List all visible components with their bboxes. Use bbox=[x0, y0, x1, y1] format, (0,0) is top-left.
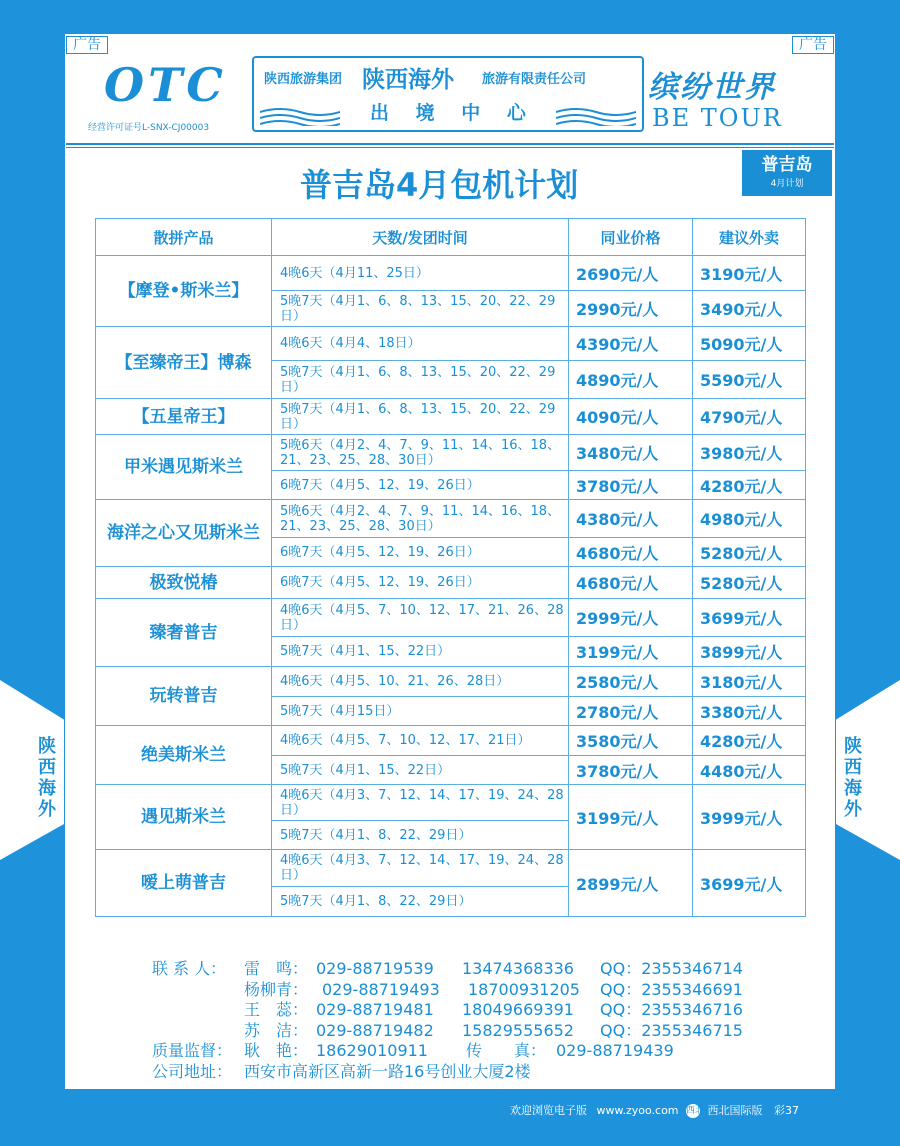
departure-days: 5晚7天（4月1、6、8、13、15、20、22、29日） bbox=[272, 361, 569, 399]
retail-price: 5090元/人 bbox=[693, 327, 806, 361]
trade-price: 4090元/人 bbox=[569, 399, 693, 435]
trade-price: 3780元/人 bbox=[569, 471, 693, 500]
departure-days: 5晚7天（4月1、6、8、13、15、20、22、29日） bbox=[272, 291, 569, 327]
side-char: 陕 bbox=[844, 736, 862, 757]
fax-label: 传 真： bbox=[466, 1041, 547, 1060]
fax-number: 029-88719439 bbox=[556, 1041, 674, 1060]
contact-mobile: 13474368336 bbox=[462, 959, 574, 978]
trade-price: 2990元/人 bbox=[569, 291, 693, 327]
trade-price: 4390元/人 bbox=[569, 327, 693, 361]
quality-tel: 18629010911 bbox=[316, 1041, 428, 1060]
table-row bbox=[96, 399, 806, 435]
contact-tel: 029-88719539 bbox=[316, 959, 434, 978]
trade-price: 4680元/人 bbox=[569, 538, 693, 567]
header-divider-thin bbox=[66, 147, 834, 148]
product-name: 嗳上萌普吉 bbox=[96, 850, 272, 917]
product-name: 遇见斯米兰 bbox=[96, 785, 272, 850]
table-row bbox=[96, 256, 806, 291]
departure-days: 5晚7天（4月1、15、22日） bbox=[272, 637, 569, 667]
table-row bbox=[96, 667, 806, 697]
side-char: 西 bbox=[38, 757, 56, 778]
retail-price: 5280元/人 bbox=[693, 538, 806, 567]
badge-main: 普吉岛 bbox=[761, 155, 813, 175]
retail-price: 3190元/人 bbox=[693, 256, 806, 291]
table-row bbox=[96, 785, 806, 821]
publisher-logo-icon: 西北 bbox=[686, 1106, 705, 1116]
side-char: 西 bbox=[844, 757, 862, 778]
departure-days: 4晚6天（4月4、18日） bbox=[272, 327, 569, 361]
table-row bbox=[96, 726, 806, 756]
ad-tag-right: 广告 bbox=[792, 36, 834, 54]
retail-price: 3699元/人 bbox=[693, 850, 806, 917]
product-name: 玩转普吉 bbox=[96, 667, 272, 726]
table-row bbox=[96, 567, 806, 599]
departure-days: 4晚6天（4月5、7、10、12、17、21日） bbox=[272, 726, 569, 756]
side-char: 外 bbox=[38, 799, 56, 820]
product-name: 海洋之心又见斯米兰 bbox=[96, 500, 272, 567]
footer-welcome: 欢迎浏览电子版 bbox=[510, 1104, 587, 1117]
page-title: 普吉岛4月包机计划 bbox=[300, 166, 579, 204]
contact-mobile: 15829555652 bbox=[462, 1020, 574, 1040]
retail-price: 3899元/人 bbox=[693, 637, 806, 667]
departure-days: 5晚6天（4月2、4、7、9、11、14、16、18、21、23、25、28、30日） bbox=[272, 435, 569, 471]
side-char: 外 bbox=[844, 799, 862, 820]
retail-price: 3980元/人 bbox=[693, 435, 806, 471]
trade-price: 2999元/人 bbox=[569, 599, 693, 637]
wave-decoration-left bbox=[260, 104, 340, 126]
contacts-label: 联 系 人： bbox=[152, 959, 227, 978]
trade-price: 3780元/人 bbox=[569, 756, 693, 785]
departure-days: 5晚7天（4月1、8、22、29日） bbox=[272, 887, 569, 917]
footer-page-number: 彩37 bbox=[774, 1104, 800, 1117]
product-name: 极致悦椿 bbox=[96, 567, 272, 599]
product-name: 绝美斯米兰 bbox=[96, 726, 272, 785]
table-row bbox=[96, 327, 806, 361]
product-name: 臻奢普吉 bbox=[96, 599, 272, 667]
company-main-name: 陕西海外 bbox=[362, 66, 454, 93]
table-header-row bbox=[96, 219, 806, 256]
side-char: 海 bbox=[38, 778, 56, 799]
departure-days: 4晚6天（4月5、7、10、12、17、21、26、28日） bbox=[272, 599, 569, 637]
header-product: 散拼产品 bbox=[96, 219, 272, 256]
departure-days: 6晚7天（4月5、12、19、26日） bbox=[272, 538, 569, 567]
trade-price: 3580元/人 bbox=[569, 726, 693, 756]
trade-price: 2580元/人 bbox=[569, 667, 693, 697]
retail-price: 4480元/人 bbox=[693, 756, 806, 785]
table-row bbox=[96, 850, 806, 887]
quality-label: 质量监督： bbox=[152, 1041, 233, 1060]
charter-plan-table bbox=[95, 218, 806, 917]
license-number: 经营许可证号L-SNX-CJ00003 bbox=[88, 123, 210, 133]
contact-tel: 029-88719481 bbox=[316, 1000, 434, 1019]
destination-badge bbox=[742, 150, 832, 196]
retail-price: 3490元/人 bbox=[693, 291, 806, 327]
trade-price: 4680元/人 bbox=[569, 567, 693, 599]
retail-price: 5280元/人 bbox=[693, 567, 806, 599]
ad-tag-left: 广告 bbox=[66, 36, 108, 54]
retail-price: 3380元/人 bbox=[693, 697, 806, 726]
product-name: 【摩登•斯米兰】 bbox=[96, 256, 272, 327]
departure-days: 4晚6天（4月11、25日） bbox=[272, 256, 569, 291]
contact-qq: QQ：2355346714 bbox=[600, 959, 743, 978]
contact-mobile: 18700931205 bbox=[468, 979, 580, 999]
trade-price: 3480元/人 bbox=[569, 435, 693, 471]
departure-days: 5晚7天（4月15日） bbox=[272, 697, 569, 726]
table-row bbox=[96, 599, 806, 637]
departure-days: 5晚7天（4月1、15、22日） bbox=[272, 756, 569, 785]
retail-price: 4280元/人 bbox=[693, 726, 806, 756]
trade-price: 2690元/人 bbox=[569, 256, 693, 291]
contact-name: 王 蕊： bbox=[244, 1000, 309, 1019]
header-trade-price: 同业价格 bbox=[569, 219, 693, 256]
brand-chinese-logo: 缤纷世界 bbox=[648, 70, 776, 105]
header-days: 天数/发团时间 bbox=[272, 219, 569, 256]
trade-price: 3199元/人 bbox=[569, 785, 693, 850]
retail-price: 4980元/人 bbox=[693, 500, 806, 538]
product-name: 甲米遇见斯米兰 bbox=[96, 435, 272, 500]
retail-price: 5590元/人 bbox=[693, 361, 806, 399]
address-label: 公司地址： bbox=[152, 1061, 233, 1081]
left-side-label bbox=[32, 736, 62, 820]
department-name: 出 境 中 心 bbox=[370, 102, 536, 124]
table-row bbox=[96, 435, 806, 471]
header-retail-price: 建议外卖 bbox=[693, 219, 806, 256]
retail-price: 4280元/人 bbox=[693, 471, 806, 500]
contact-qq: QQ：2355346716 bbox=[600, 1000, 743, 1019]
trade-price: 4890元/人 bbox=[569, 361, 693, 399]
table-row bbox=[96, 500, 806, 538]
company-banner bbox=[252, 56, 644, 132]
contact-tel: 029-88719493 bbox=[322, 979, 440, 999]
side-char: 海 bbox=[844, 778, 862, 799]
trade-price: 4380元/人 bbox=[569, 500, 693, 538]
product-name: 【五星帝王】 bbox=[96, 399, 272, 435]
contact-name: 苏 洁： bbox=[244, 1020, 309, 1040]
header-divider bbox=[66, 143, 834, 145]
departure-days: 4晚6天（4月3、7、12、14、17、19、24、28日） bbox=[272, 785, 569, 821]
quality-name: 耿 艳： bbox=[244, 1041, 309, 1060]
wave-decoration-right bbox=[556, 104, 636, 126]
otc-logo: OTC bbox=[104, 58, 227, 112]
badge-sub: 4月计划 bbox=[770, 179, 804, 189]
company-suffix: 旅游有限责任公司 bbox=[482, 72, 587, 87]
table-body bbox=[96, 256, 806, 917]
footer-edition: 西北国际版 bbox=[707, 1104, 763, 1117]
departure-days: 4晚6天（4月3、7、12、14、17、19、24、28日） bbox=[272, 850, 569, 887]
retail-price: 3180元/人 bbox=[693, 667, 806, 697]
brand-english-logo: BE TOUR bbox=[652, 104, 783, 132]
departure-days: 5晚6天（4月2、4、7、9、11、14、16、18、21、23、25、28、30日） bbox=[272, 500, 569, 538]
contact-mobile: 18049669391 bbox=[462, 1000, 574, 1019]
footer-site[interactable]: www.zyoo.com bbox=[596, 1104, 679, 1117]
departure-days: 4晚6天（4月5、10、21、26、28日） bbox=[272, 667, 569, 697]
contact-name: 雷 鸣： bbox=[244, 959, 309, 978]
departure-days: 5晚7天（4月1、6、8、13、15、20、22、29日） bbox=[272, 399, 569, 435]
address-text: 西安市高新区高新一路16号创业大厦2楼 bbox=[244, 1061, 531, 1081]
departure-days: 6晚7天（4月5、12、19、26日） bbox=[272, 471, 569, 500]
side-char: 陕 bbox=[38, 736, 56, 757]
departure-days: 6晚7天（4月5、12、19、26日） bbox=[272, 567, 569, 599]
contact-name: 杨柳青： bbox=[244, 979, 309, 999]
group-name: 陕西旅游集团 bbox=[264, 72, 343, 87]
right-side-label bbox=[838, 736, 868, 820]
contact-qq: QQ：2355346691 bbox=[600, 979, 743, 999]
footer bbox=[510, 1102, 799, 1118]
trade-price: 2780元/人 bbox=[569, 697, 693, 726]
retail-price: 3999元/人 bbox=[693, 785, 806, 850]
retail-price: 4790元/人 bbox=[693, 399, 806, 435]
retail-price: 3699元/人 bbox=[693, 599, 806, 637]
product-name: 【至臻帝王】博森 bbox=[96, 327, 272, 399]
contact-qq: QQ：2355346715 bbox=[600, 1020, 743, 1040]
contact-tel: 029-88719482 bbox=[316, 1020, 434, 1040]
departure-days: 5晚7天（4月1、8、22、29日） bbox=[272, 821, 569, 850]
trade-price: 2899元/人 bbox=[569, 850, 693, 917]
trade-price: 3199元/人 bbox=[569, 637, 693, 667]
